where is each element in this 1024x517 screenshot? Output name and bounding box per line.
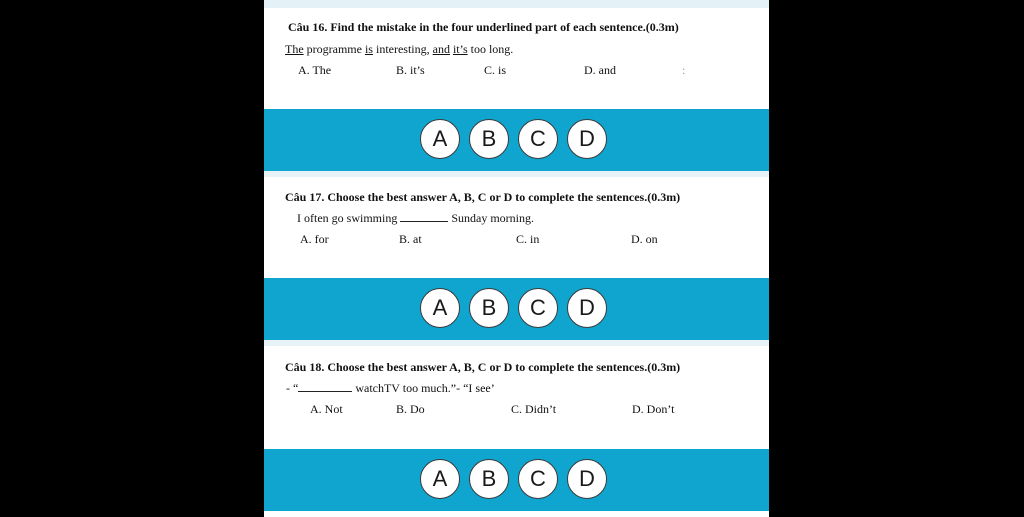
- bar-shadow: [264, 340, 769, 346]
- question-title: Câu 18. Choose the best answer A, B, C or D to complete the sentences.(0.3m): [285, 360, 681, 374]
- sentence-text: interesting,: [372, 42, 433, 56]
- sentence-text: I often go swimming: [297, 211, 401, 225]
- option-a: A. for: [300, 232, 329, 246]
- quiz-page: [264, 0, 769, 517]
- stray-mark: :: [682, 63, 686, 77]
- sentence-text: watchTV too much.”- “I see’: [352, 381, 495, 395]
- answer-a-button[interactable]: A: [420, 459, 460, 499]
- answer-c-button[interactable]: C: [518, 119, 558, 159]
- question-sentence: [286, 381, 495, 396]
- question-title: Câu 17. Choose the best answer A, B, C or D to complete the sentences.(0.3m): [285, 190, 681, 204]
- answer-d-button[interactable]: D: [567, 119, 607, 159]
- sentence-text: - “: [286, 381, 299, 395]
- answer-blank: [298, 381, 352, 392]
- answer-a-button[interactable]: A: [420, 119, 460, 159]
- underlined-part: and: [432, 42, 450, 56]
- option-c: C. is: [484, 63, 507, 77]
- option-c: C. in: [516, 232, 540, 246]
- answer-c-button[interactable]: C: [518, 288, 558, 328]
- answer-bar-18: [264, 449, 769, 511]
- answer-d-button[interactable]: D: [567, 459, 607, 499]
- answer-blank: [400, 211, 448, 222]
- answer-c-button[interactable]: C: [518, 459, 558, 499]
- option-b: B. at: [399, 232, 422, 246]
- answer-d-button[interactable]: D: [567, 288, 607, 328]
- answer-bar-16: [264, 109, 769, 171]
- option-a: A. The: [298, 63, 332, 77]
- answer-a-button[interactable]: A: [420, 288, 460, 328]
- option-d: D. and: [584, 63, 616, 77]
- option-b: B. it’s: [396, 63, 425, 77]
- answer-b-button[interactable]: B: [469, 119, 509, 159]
- top-divider: [264, 0, 769, 8]
- option-c: C. Didn’t: [511, 402, 557, 416]
- underlined-part: it’s: [452, 42, 468, 56]
- bar-shadow: [264, 171, 769, 177]
- question-sentence: [297, 211, 534, 226]
- underlined-part: is: [364, 42, 373, 56]
- question-sentence: [285, 42, 513, 57]
- question-title: Câu 16. Find the mistake in the four underlined part of each sentence.(0.3m): [288, 20, 679, 34]
- option-b: B. Do: [396, 402, 425, 416]
- underlined-part: The: [285, 42, 304, 56]
- sentence-text: too long.: [467, 42, 514, 56]
- answer-b-button[interactable]: B: [469, 288, 509, 328]
- option-a: A. Not: [310, 402, 343, 416]
- option-d: D. Don’t: [632, 402, 675, 416]
- answer-bar-17: [264, 278, 769, 340]
- answer-b-button[interactable]: B: [469, 459, 509, 499]
- sentence-text: Sunday morning.: [448, 211, 534, 225]
- option-d: D. on: [631, 232, 658, 246]
- sentence-text: programme: [303, 42, 365, 56]
